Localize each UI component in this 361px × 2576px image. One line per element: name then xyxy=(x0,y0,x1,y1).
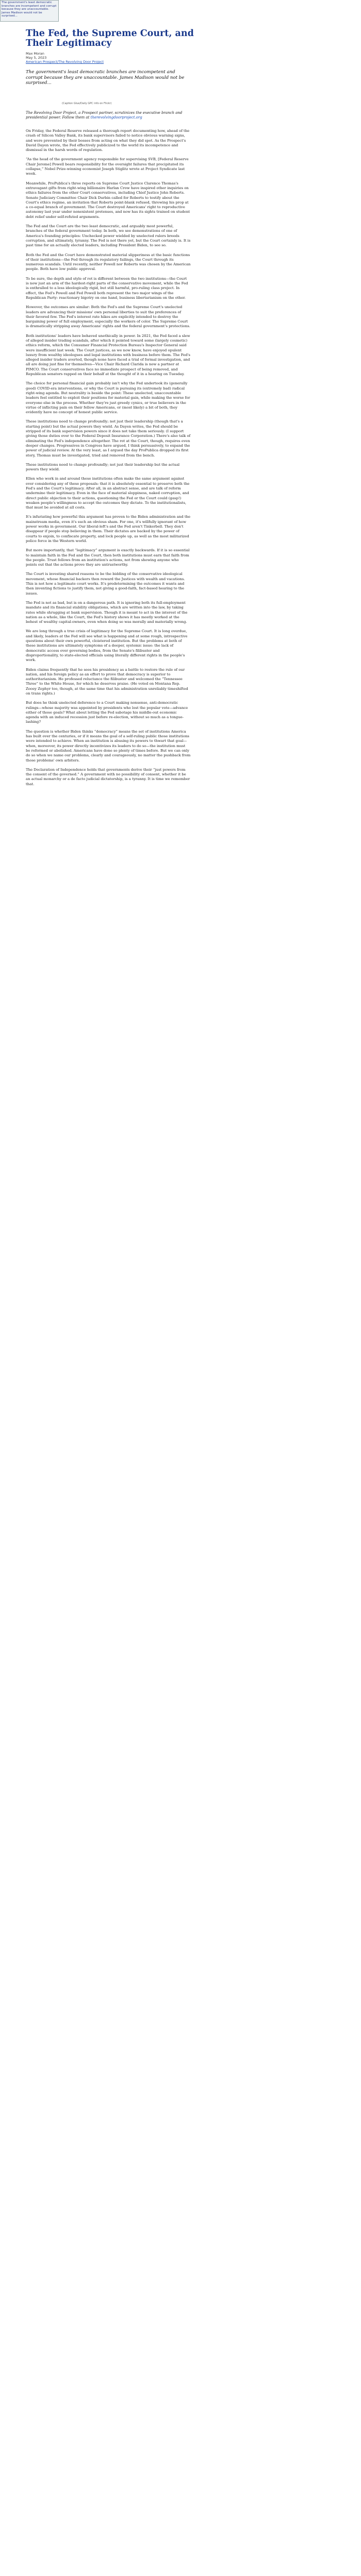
pull-quote: These institutions need to change profoundly; not just their leadership but the actual powers they wield. xyxy=(26,462,180,472)
paragraph: These institutions need to change profoundly; not just their leadership (though that's a starting point) but the actual powers they wield. As Dayen writes, the Fed should be stripped of its bank supervision powers since it does not take them seriously. (I support giving those duties over to the Federal Deposit Insurance Corporation.) There's also talk of eliminating the Fed's independence altogether. The rot at the Court, though, requires even deeper changes. Progressives in Congress have argued, I think persuasively, to expand the power of judicial review. At the very least, as I argued the day ProPublica dropped its first story, Thomas must be investigated, tried and removed from the bench. xyxy=(26,419,191,457)
paragraph: The Declaration of Independence holds that governments derive their “just powers from the consent of the governed.” A government with no possibility of consent, whether it be an actual monarchy or a de facto judicial dictatorship, is a tyranny. It is time we remember that. xyxy=(26,767,190,786)
paragraph: However, the outcomes are similar: Both the Fed's and the Supreme Court's unelected leaders are advancing their missions' own personal liberties to suit the preferences of their favored few. The Fed's interest rate hikes are explicitly intended to destroy the bargaining power of full employment, especially the workers of color. The Supreme Court is dramatically stripping away Americans' rights and the federal government's protections. xyxy=(26,305,190,329)
paragraph: But more importantly, that “legitimacy” argument is exactly backwards. If it is so essential to maintain faith in the Fed and the Court, then both institutions must earn that faith from the people. Trust follows from an institution's actions, not from showing anyone who points out that the actions prove they are untrustworthy. xyxy=(26,548,190,567)
article-image xyxy=(62,96,124,105)
image-caption: (Caption Glue/Daily GPC info on Flickr) xyxy=(62,102,112,105)
article-body xyxy=(26,129,191,791)
paragraph: To be sure, the depth and style of rot is different between the two institutions—the Court is now just an arm of the hardest-right parts of the conservative movement, while the Fed is enthralled to a less ideologically rigid, but still harmful, pro-ruling class project. In effect, the Fed's Powell and Fed Powell both represent the two major wings of the Republican Party: reactionary bigotry on one hand, business libertarianism on the other. xyxy=(26,276,188,300)
paragraph: It's infuriating how powerful this argument has proven to the Biden administration and the mainstream media, even it's such an obvious sham. For one, it's willfully ignorant of how power works in government. Our liberal-left's and the Fed aren't Tinkerbell. They don't disappear if people stop believing in them. Their dictates are backed by the power of courts to enjoin, to confiscate property, and lock people up, as well as the most militarized police force in the Western world. xyxy=(26,515,191,543)
article-deck xyxy=(26,111,191,120)
paragraph: But does he think unelected deference to a Court making nonsense, anti-democratic rulings—whose majority was appointed by presidents who lost the popular vote—advance either of those goals? What about letting the Fed sabotage his middle-out economic agenda with an induced recession just before re-election, without so much as a tongue-lashing? xyxy=(26,701,188,724)
paragraph: The Fed and the Court are the two least democratic, and arguably most powerful, branches of the federal government today. In both, we see demonstrations of one of America's founding principles: Unchecked power wielded by unelected rulers breeds corruption, and ultimately, tyranny. The Fed is not there yet, but the Court certainly is. It is past time for an actually elected leaders, including President Biden, to see so. xyxy=(26,224,191,248)
paragraph: The Fed is not as bad, but is on a dangerous path. It is ignoring both its full-employment mandate and its financial stability obligations, which are written into the law, by taking rates while shrugging at bank supervision. Though it is meant to act in the interest of the nation as a whole, like the Court, the Fed's history shows it has mostly worked at the behest of wealthy capital-owners, even when doing so was morally and materially wrong. xyxy=(26,600,188,624)
source-link[interactable]: American Prospect/The Revolving Door Project xyxy=(26,60,104,64)
paragraph: Meanwhile, ProPublica's three reports on Supreme Court Justice Clarence Thomas's extravagant gifts from right-wing billionaire Harlan Crow have inspired other inquiries on ethics failures from the other Court conservatives, including Chief Justice John Roberts. Senate Judiciary Committee Chair Dick Durbin called for Roberts to testify about the Court's ethics regime, an invitation that Roberts point-blank refused, throwing his prop at a co-equal branch of government. The Court destroyed Americans' right to reproductive autonomy last year under nonexistent pretenses, and now has its sights trained on student debt relief under self-refuted arguments. xyxy=(26,181,190,219)
paragraph: “As the head of the government agency responsible for supervising SVB, [Federal Reserve Chair Jerome] Powell bears responsibility for the oversight failures that precipitated its collapse,” Nobel Prize-winning economist Joseph Stiglitz wrote at Project Syndicate last week. xyxy=(26,157,189,176)
article-title: The Fed, the Supreme Court, and Their Legitimacy xyxy=(26,28,194,48)
paragraph: The question is whether Biden thinks “democracy” means the set of institutions America has built over the centuries, or if it means the goal of a self-ruling public those institutions were intended to achieve. When an institution is abusing its powers to thwart that goal—when, moreover, its power directly incentivizes its leaders to do so—the institution must be reformed or abolished. Americans have done so plenty of times before. But we can only do so when we name our problems, clearly and courageously, no matter the pushback from those problems' own arbiters. xyxy=(26,729,191,762)
article-meta xyxy=(26,52,104,64)
header-image-alt-text: The government's least democratic branches are incompetent and corrupt because they are unaccountable. James Madison would not be surprised... xyxy=(2,1,57,18)
paragraph: Biden claims frequently that he sees his presidency as a battle to restore the rule of our nation, and his foreign policy as an effort to prove that democracy is superior to authoritarianism. He professed reluctance the filibuster and welcomed the “Tennessee Three” to the White House, for which he deserves praise. (He voted on Montana Rep. Zooey Zephyr too, though, at the same time that his administration unreliably timeshifted on trans rights.) xyxy=(26,667,188,696)
paragraph: We are long through a true crisis of legitimacy for the Supreme Court. It is long overdue, and likely, leaders at the Fed will see what is happening and at some rough, introspective questions about their own powerful, cloistered institution. But the problems at both of these institutions are ultimately symptoms of a deeper, systemic issue: the lack of democratic access over governing bodies, from the Senate's filibuster and disproportionality, to state-elected officials using literally different rights in the people's work. xyxy=(26,629,188,663)
date: May 5, 2023 xyxy=(26,56,47,60)
deck-text: The Revolving Door Project, a Prospect partner, scrutinizes the executive branch and presidential power. Follow them at xyxy=(26,111,183,120)
paragraph: The Court is investing shared reasons to be the bidding of the conservative ideological movement, whose financial backers then reward the Justices with wealth and vacations. This is not how a legitimate court works. It's predetermining the outcomes it wants and then inventing fictions to justify them, not giving a good-faith, fact-based hearing to the issues. xyxy=(26,572,185,596)
paragraph: Both institutions' leaders have behaved unethically in power. In 2021, the Fed faced a slew of alleged insider trading scandals, after which it pointed toward some (largely cosmetic) ethics reform, which the Consumer Financial Protection Bureau's Inspector General said were insufficient last week. The Court justices, as we now know, have enjoyed opulent luxury from wealthy ideologues and legal institutions with business before them. The Fed's alleged insider traders averted, though none have faced a trial of formal investigation, and all are doing just fine for themselves—Vice Chair Richard Clarida is now a partner at PIMCO. The Court conservatives face no immediate prospect of being removed, and Republican senators rapped on their behalf at the thought of it in a hearing on Tuesday. xyxy=(26,333,190,377)
author: Max Moran xyxy=(26,52,44,56)
paragraph: Ellen who work in and around these institutions often make the same argument against ever considering any of these proposals: that it is absolutely essential to preserve both the Fed's and the Court's legitimacy. After all, in an abstract sense, and are talk of reform undermine their legitimacy. Even in the face of material sloppiness, naked corruption, and direct public objection to their actions, questioning the Fed or the Court could (gasp!) weaken people's willingness to accept the outcomes they dictate. To the institutionalists, that must be avoided at all costs. xyxy=(26,477,190,510)
paragraph: Both the Fed and the Court have demonstrated material slipperiness at the basic functions of their institutions—the Fed through its regulatory failings, the Court through its numerous scandals. Until recently, neither Powell nor Roberts was chosen by the American people. Both have low public approval. xyxy=(26,252,191,272)
header-image xyxy=(0,0,59,22)
article-lede: The government's least democratic branches are incompetent and corrupt because they are unaccountable. James Madison would not be surprised... xyxy=(26,70,185,86)
paragraph: The choice for personal financial gain probably isn't why the Fed undertook its (generally good) COVID-era interventions, or why the Court is pursuing its (extremely bad) radical right-wing agenda. But neutrality is beside the point: These unelected, unaccountable leaders feel entitled to exploit their positions for material gain, while making the worse for everyone else in the process. Whether they're just greedy cynics, or true believers in the virtue of inflicting pain on their fellow Americans, or (most likely) a bit of both, they evidently have no concept of honest public service. xyxy=(26,381,190,415)
paragraph: On Friday, the Federal Reserve released a thorough report documenting how, ahead of the crash of Silicon Valley Bank, its bank supervisors failed to notice obvious warning signs, and were prevented by their bosses from acting on what they did spot. As the Prospect's David Dayen wrote, the Fed effectively publicized to the world its incompetence and dismissal in the harsh words of regulation. xyxy=(26,129,190,152)
deck-link[interactable]: therevolvingdoorproject.org xyxy=(90,115,142,120)
